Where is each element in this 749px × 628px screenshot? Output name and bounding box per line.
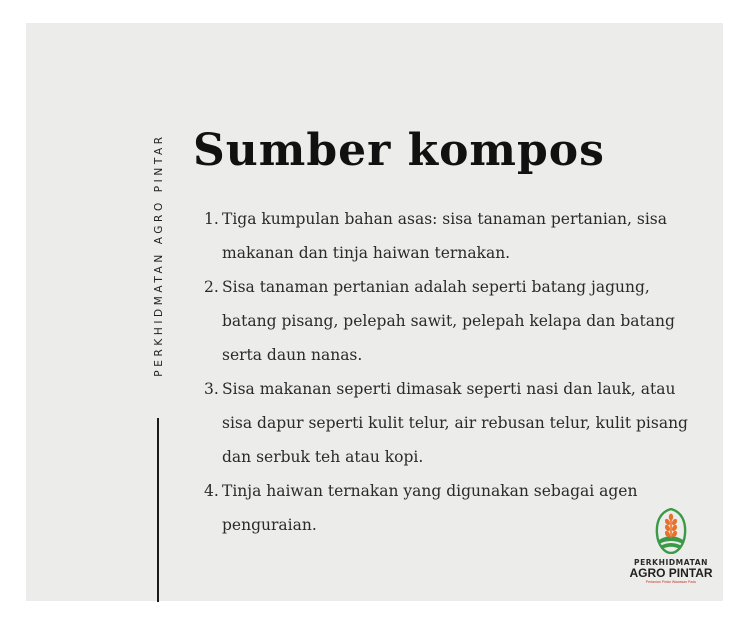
list-item-text: Tinja haiwan ternakan yang digunakan sebagai agen penguraian. xyxy=(222,482,638,534)
list-item-number: 4. xyxy=(204,482,219,500)
page-title: Sumber kompos xyxy=(193,125,605,176)
list-item xyxy=(204,372,704,474)
list-item-text: Sisa makanan seperti dimasak seperti nasi dan lauk, atau sisa dapur seperti kulit telur, air rebusan telur, kulit pisang dan serbuk teh atau kopi. xyxy=(222,380,688,466)
list-item-number: 2. xyxy=(204,278,219,296)
side-brand-text: PERKHIDMATAN AGRO PINTAR xyxy=(153,133,165,377)
wheat-leaf-icon xyxy=(654,508,688,554)
list-item xyxy=(204,202,704,270)
side-divider-line xyxy=(157,418,159,602)
list-item-number: 1. xyxy=(204,210,219,228)
compost-source-list xyxy=(204,202,704,542)
list-item-text: Tiga kumpulan bahan asas: sisa tanaman pertanian, sisa makanan dan tinja haiwan ternakan. xyxy=(222,210,667,262)
agro-pintar-logo xyxy=(628,508,714,594)
logo-line2: AGRO PINTAR xyxy=(629,566,713,580)
logo-line1: PERKHIDMATAN xyxy=(633,558,708,567)
list-item xyxy=(204,270,704,372)
list-item-number: 3. xyxy=(204,380,219,398)
list-item-text: Sisa tanaman pertanian adalah seperti batang jagung, batang pisang, pelepah sawit, pelepah kelapa dan batang serta daun nanas. xyxy=(222,278,675,364)
logo-tagline: Pertanian Pintar Wawasan Padu xyxy=(645,580,697,584)
